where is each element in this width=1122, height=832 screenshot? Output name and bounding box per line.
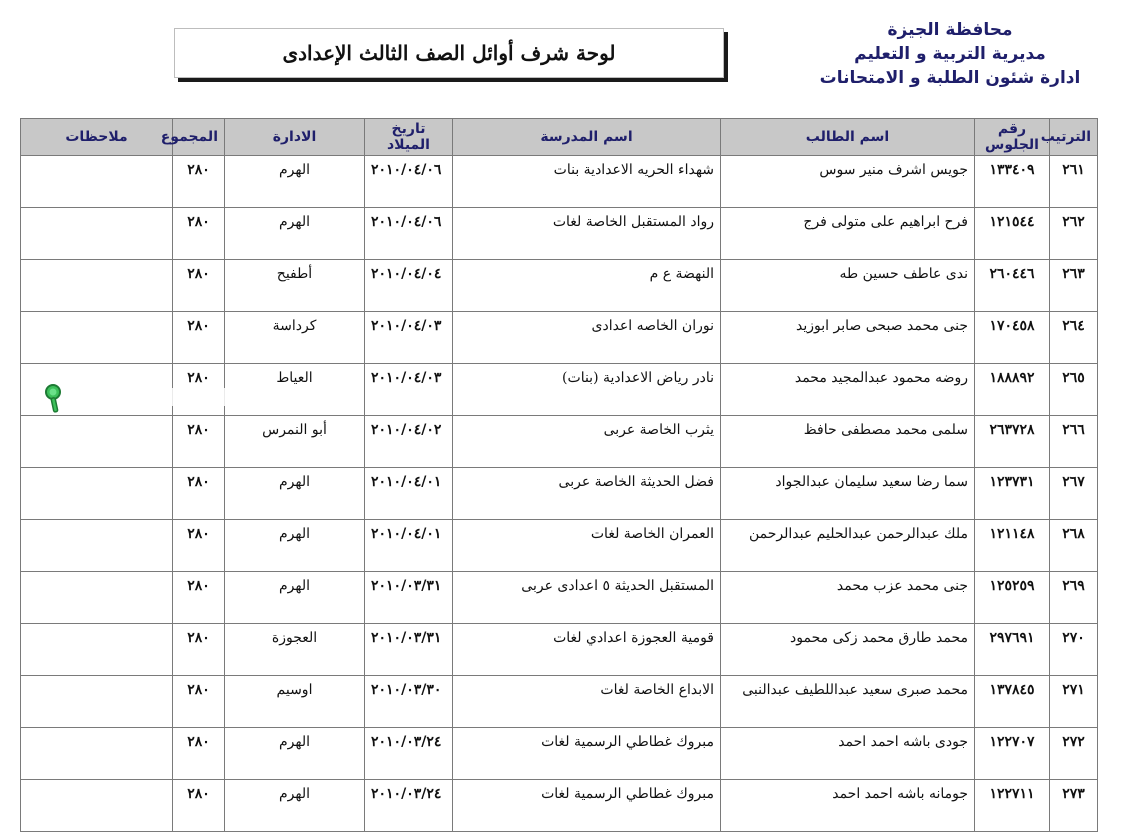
row-administration: العجوزة xyxy=(225,624,365,676)
row-total: ٢٨٠ xyxy=(173,208,225,260)
row-notes xyxy=(21,572,173,624)
row-birth-date: ٢٠١٠/٠٤/٠١ xyxy=(365,520,453,572)
table-row xyxy=(21,572,1098,624)
row-notes xyxy=(21,312,173,364)
row-school-name: يثرب الخاصة عربى xyxy=(453,416,721,468)
row-birth-date: ٢٠١٠/٠٤/٠١ xyxy=(365,468,453,520)
table-row xyxy=(21,468,1098,520)
table-row xyxy=(21,208,1098,260)
department-label: ادارة شئون الطلبة و الامتحانات xyxy=(819,68,1081,88)
page-title-box xyxy=(174,28,724,78)
row-notes xyxy=(21,780,173,832)
row-total: ٢٨٠ xyxy=(173,780,225,832)
row-rank: ٢٧٢ xyxy=(1050,728,1098,780)
row-total: ٢٨٠ xyxy=(173,728,225,780)
row-notes xyxy=(21,624,173,676)
row-school-name: مبروك غطاطي الرسمية لغات xyxy=(453,780,721,832)
row-total: ٢٨٠ xyxy=(173,156,225,208)
row-notes xyxy=(21,208,173,260)
col-header-total: المجموع xyxy=(173,119,225,156)
row-administration: كرداسة xyxy=(225,312,365,364)
row-rank: ٢٦٤ xyxy=(1050,312,1098,364)
col-header-seat-number: رقم الجلوس xyxy=(975,119,1050,156)
table-row xyxy=(21,520,1098,572)
row-seat-number: ١٢٢٧٠٧ xyxy=(975,728,1050,780)
table-row xyxy=(21,676,1098,728)
row-school-name: شهداء الحريه الاعدادية بنات xyxy=(453,156,721,208)
row-notes xyxy=(21,520,173,572)
row-birth-date: ٢٠١٠/٠٤/٠٢ xyxy=(365,416,453,468)
row-rank: ٢٦٣ xyxy=(1050,260,1098,312)
row-rank: ٢٧٣ xyxy=(1050,780,1098,832)
row-birth-date: ٢٠١٠/٠٣/٢٤ xyxy=(365,780,453,832)
table-row xyxy=(21,416,1098,468)
row-student-name: سما رضا سعيد سليمان عبدالجواد xyxy=(721,468,975,520)
row-total: ٢٨٠ xyxy=(173,572,225,624)
row-administration: الهرم xyxy=(225,728,365,780)
row-seat-number: ٢٩٧٦٩١ xyxy=(975,624,1050,676)
row-administration: الهرم xyxy=(225,156,365,208)
row-seat-number: ١٢٣٧٣١ xyxy=(975,468,1050,520)
row-notes xyxy=(21,676,173,728)
table-row xyxy=(21,156,1098,208)
row-school-name: الابداع الخاصة لغات xyxy=(453,676,721,728)
row-notes xyxy=(21,156,173,208)
col-header-birth-date: تاريخ الميلاد xyxy=(365,119,453,156)
row-school-name: نادر رياض الاعدادية (بنات) xyxy=(453,364,721,416)
row-student-name: جنى محمد صبحى صابر ابوزيد xyxy=(721,312,975,364)
row-birth-date: ٢٠١٠/٠٣/٢٤ xyxy=(365,728,453,780)
row-birth-date: ٢٠١٠/٠٣/٣١ xyxy=(365,572,453,624)
table-row xyxy=(21,312,1098,364)
row-administration: الهرم xyxy=(225,208,365,260)
row-seat-number: ١٣٣٤٠٩ xyxy=(975,156,1050,208)
row-birth-date: ٢٠١٠/٠٤/٠٣ xyxy=(365,312,453,364)
directorate-label: مديرية التربية و التعليم xyxy=(854,44,1046,64)
row-birth-date: ٢٠١٠/٠٤/٠٣ xyxy=(365,364,453,416)
row-seat-number: ١٢٥٢٥٩ xyxy=(975,572,1050,624)
row-total: ٢٨٠ xyxy=(173,676,225,728)
row-rank: ٢٦٨ xyxy=(1050,520,1098,572)
row-total: ٢٨٠ xyxy=(173,624,225,676)
row-seat-number: ١٢١١٤٨ xyxy=(975,520,1050,572)
row-student-name: محمد طارق محمد زكى محمود xyxy=(721,624,975,676)
row-student-name: فرح ابراهيم على متولى فرج xyxy=(721,208,975,260)
row-total: ٢٨٠ xyxy=(173,520,225,572)
row-administration: الهرم xyxy=(225,572,365,624)
row-administration: أطفيح xyxy=(225,260,365,312)
row-seat-number: ١٢١٥٤٤ xyxy=(975,208,1050,260)
page-title: لوحة شرف أوائل الصف الثالث الإعدادى xyxy=(282,41,616,65)
row-notes xyxy=(21,416,173,468)
row-birth-date: ٢٠١٠/٠٣/٣٠ xyxy=(365,676,453,728)
row-administration: الهرم xyxy=(225,780,365,832)
row-student-name: جنى محمد عزب محمد xyxy=(721,572,975,624)
row-student-name: ندى عاطف حسين طه xyxy=(721,260,975,312)
row-student-name: جويس اشرف منير سوس xyxy=(721,156,975,208)
row-rank: ٢٦٦ xyxy=(1050,416,1098,468)
row-student-name: سلمى محمد مصطفى حافظ xyxy=(721,416,975,468)
row-seat-number: ٢٦٣٧٢٨ xyxy=(975,416,1050,468)
col-header-school-name: اسم المدرسة xyxy=(453,119,721,156)
row-birth-date: ٢٠١٠/٠٤/٠٦ xyxy=(365,156,453,208)
table-row xyxy=(21,624,1098,676)
row-total: ٢٨٠ xyxy=(173,364,225,416)
row-school-name: رواد المستقبل الخاصة لغات xyxy=(453,208,721,260)
col-header-administration: الادارة xyxy=(225,119,365,156)
watermark-overlay xyxy=(70,388,230,406)
row-school-name: مبروك غطاطي الرسمية لغات xyxy=(453,728,721,780)
row-school-name: قومية العجوزة اعدادي لغات xyxy=(453,624,721,676)
row-rank: ٢٦٢ xyxy=(1050,208,1098,260)
row-school-name: النهضة ع م xyxy=(453,260,721,312)
row-student-name: ملك عبدالرحمن عبدالحليم عبدالرحمن xyxy=(721,520,975,572)
row-rank: ٢٦٧ xyxy=(1050,468,1098,520)
row-rank: ٢٦٩ xyxy=(1050,572,1098,624)
row-student-name: جومانه باشه احمد احمد xyxy=(721,780,975,832)
row-school-name: العمران الخاصة لغات xyxy=(453,520,721,572)
row-notes xyxy=(21,468,173,520)
row-administration: اوسيم xyxy=(225,676,365,728)
row-seat-number: ١٨٨٨٩٢ xyxy=(975,364,1050,416)
row-total: ٢٨٠ xyxy=(173,312,225,364)
row-notes xyxy=(21,260,173,312)
row-birth-date: ٢٠١٠/٠٤/٠٦ xyxy=(365,208,453,260)
row-rank: ٢٦١ xyxy=(1050,156,1098,208)
row-birth-date: ٢٠١٠/٠٣/٣١ xyxy=(365,624,453,676)
row-administration: الهرم xyxy=(225,520,365,572)
table-row xyxy=(21,728,1098,780)
row-school-name: المستقبل الحديثة ٥ اعدادى عربى xyxy=(453,572,721,624)
row-rank: ٢٧٠ xyxy=(1050,624,1098,676)
honor-roll-table xyxy=(20,118,1098,832)
row-student-name: محمد صبرى سعيد عبداللطيف عبدالنبى xyxy=(721,676,975,728)
row-school-name: فضل الحديثة الخاصة عربى xyxy=(453,468,721,520)
row-administration: العياط xyxy=(225,364,365,416)
table-row xyxy=(21,260,1098,312)
row-administration: أبو النمرس xyxy=(225,416,365,468)
row-student-name: روضه محمود عبدالمجيد محمد xyxy=(721,364,975,416)
row-birth-date: ٢٠١٠/٠٤/٠٤ xyxy=(365,260,453,312)
row-seat-number: ١٢٢٧١١ xyxy=(975,780,1050,832)
governorate-label: محافظة الجيزة xyxy=(887,20,1013,40)
row-rank: ٢٦٥ xyxy=(1050,364,1098,416)
row-student-name: جودى باشه احمد احمد xyxy=(721,728,975,780)
col-header-rank: الترتيب xyxy=(1050,119,1098,156)
organization-header xyxy=(800,18,1100,90)
col-header-student-name: اسم الطالب xyxy=(721,119,975,156)
row-total: ٢٨٠ xyxy=(173,468,225,520)
col-header-notes: ملاحظات xyxy=(21,119,173,156)
magnifier-icon[interactable] xyxy=(44,384,62,414)
row-seat-number: ٢٦٠٤٤٦ xyxy=(975,260,1050,312)
row-seat-number: ١٣٧٨٤٥ xyxy=(975,676,1050,728)
row-rank: ٢٧١ xyxy=(1050,676,1098,728)
row-notes xyxy=(21,728,173,780)
row-total: ٢٨٠ xyxy=(173,416,225,468)
table-row xyxy=(21,780,1098,832)
row-seat-number: ١٧٠٤٥٨ xyxy=(975,312,1050,364)
table-header-row xyxy=(21,119,1098,156)
row-administration: الهرم xyxy=(225,468,365,520)
row-school-name: نوران الخاصه اعدادى xyxy=(453,312,721,364)
row-total: ٢٨٠ xyxy=(173,260,225,312)
